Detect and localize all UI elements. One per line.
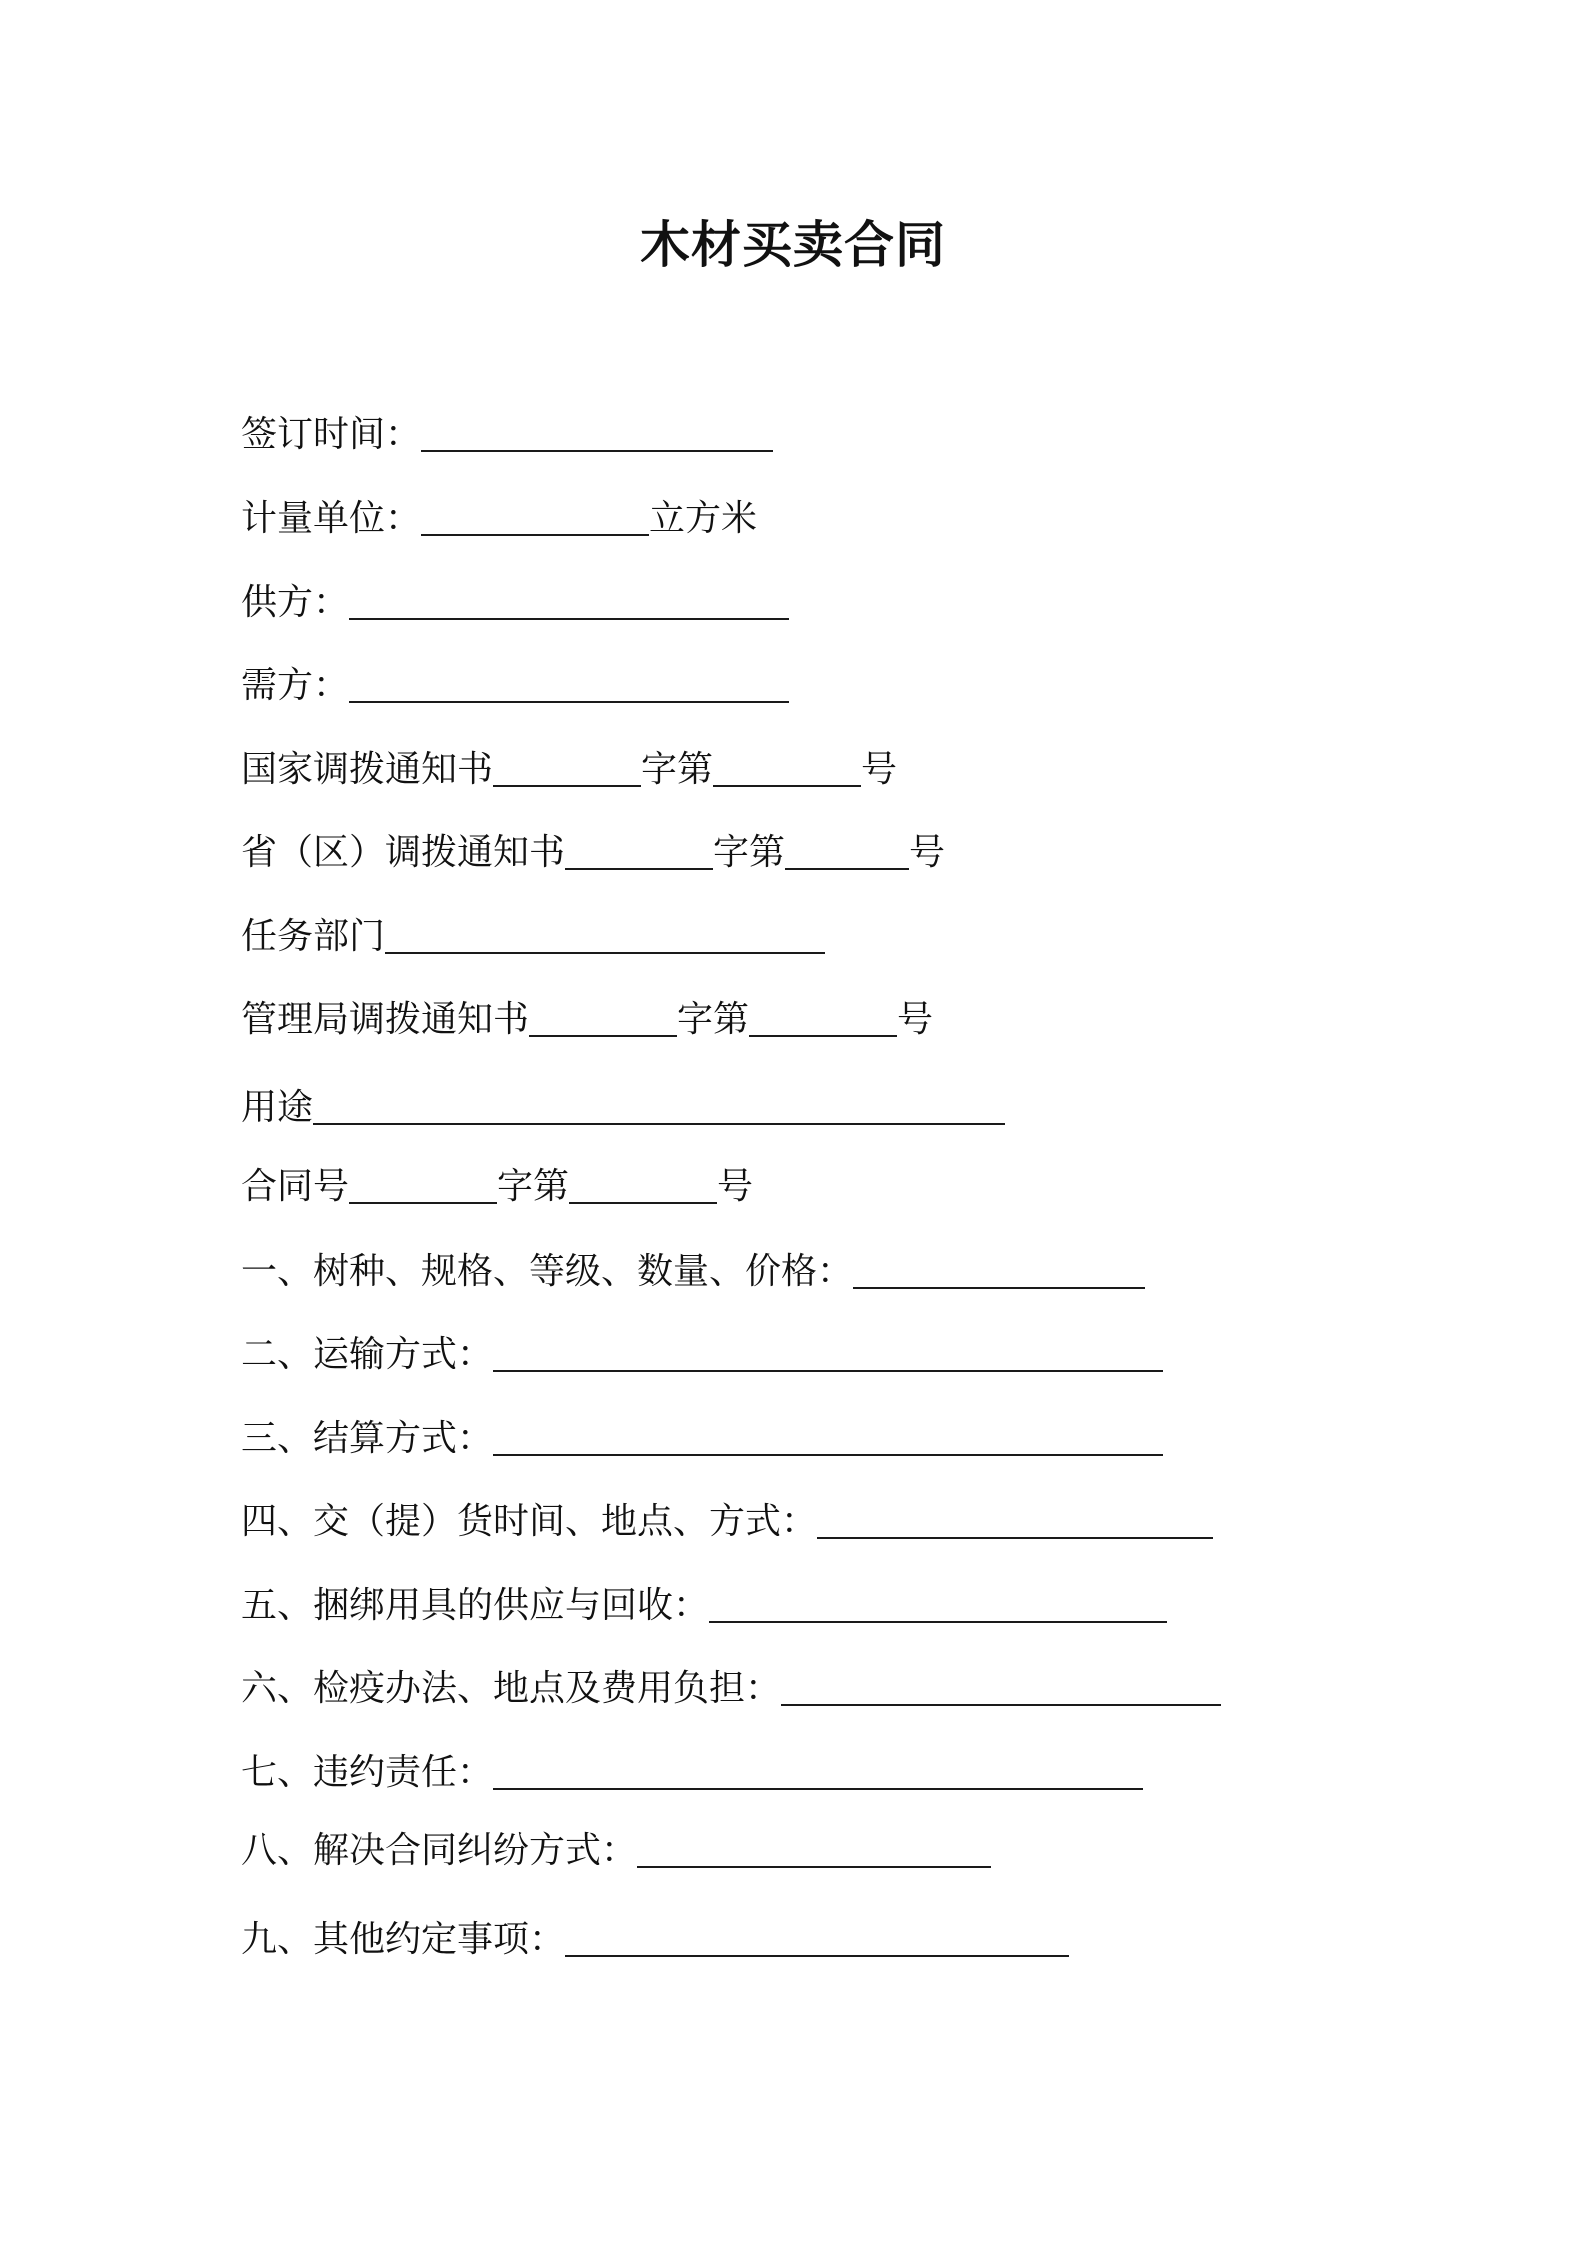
field-demander [241,653,789,709]
field-label: 计量单位： [241,498,422,539]
clause-label: 五、捆绑用具的供应与回收： [241,1585,710,1626]
clause-3 [241,1406,1163,1462]
clause-8 [241,1818,991,1874]
hao-label: 号 [717,1166,754,1207]
clause-label: 九、其他约定事项： [241,1919,566,1960]
fill-blank[interactable] [781,1668,1221,1706]
clause-label: 三、结算方式： [241,1418,494,1459]
fill-blank[interactable] [785,832,909,870]
hao-label: 号 [861,749,898,790]
fill-blank[interactable] [817,1501,1213,1539]
fill-blank[interactable] [565,832,713,870]
fill-blank[interactable] [853,1251,1145,1289]
fill-blank[interactable] [749,999,897,1037]
fill-blank[interactable] [421,414,773,452]
zi-di-label: 字第 [497,1166,570,1207]
clause-label: 八、解决合同纠纷方式： [241,1830,638,1871]
clause-label: 六、检疫办法、地点及费用负担： [241,1668,782,1709]
field-task-dept [241,904,825,960]
field-label: 需方： [241,665,350,706]
fill-blank[interactable] [493,1334,1163,1372]
field-label: 管理局调拨通知书 [241,999,530,1040]
field-label: 供方： [241,582,350,623]
clause-label: 七、违约责任： [241,1752,494,1793]
clause-label: 二、运输方式： [241,1334,494,1375]
fill-blank[interactable] [349,1166,497,1204]
clause-7 [241,1740,1143,1796]
clause-label: 四、交（提）货时间、地点、方式： [241,1501,818,1542]
unit-suffix: 立方米 [649,498,758,539]
field-contract-no [241,1154,753,1210]
field-purpose [241,1075,1005,1131]
zi-di-label: 字第 [677,999,750,1040]
field-supplier [241,570,789,626]
fill-blank[interactable] [349,582,789,620]
field-label: 签订时间： [241,414,422,455]
field-label: 省（区）调拨通知书 [241,832,566,873]
fill-blank[interactable] [385,916,825,954]
clause-6 [241,1656,1221,1712]
fill-blank[interactable] [713,749,861,787]
fill-blank[interactable] [565,1919,1069,1957]
hao-label: 号 [897,999,934,1040]
field-sign-time [241,402,773,458]
clause-5 [241,1573,1167,1629]
fill-blank[interactable] [313,1087,1005,1125]
page-title: 木材买卖合同 [640,216,946,274]
fill-blank[interactable] [529,999,677,1037]
fill-blank[interactable] [349,665,789,703]
field-label: 用途 [241,1087,314,1128]
fill-blank[interactable] [421,498,649,536]
fill-blank[interactable] [709,1585,1167,1623]
clause-4 [241,1489,1213,1545]
fill-blank[interactable] [637,1830,991,1868]
field-unit [241,486,757,542]
field-label: 国家调拨通知书 [241,749,494,790]
field-label: 合同号 [241,1166,350,1207]
clause-1 [241,1239,1145,1295]
zi-di-label: 字第 [641,749,714,790]
clause-2 [241,1322,1163,1378]
zi-di-label: 字第 [713,832,786,873]
field-provincial-notice [241,820,945,876]
clause-9 [241,1907,1069,1963]
fill-blank[interactable] [569,1166,717,1204]
fill-blank[interactable] [493,749,641,787]
clause-label: 一、树种、规格、等级、数量、价格： [241,1251,854,1292]
field-national-notice [241,737,897,793]
field-bureau-notice [241,987,933,1043]
hao-label: 号 [909,832,946,873]
fill-blank[interactable] [493,1752,1143,1790]
fill-blank[interactable] [493,1418,1163,1456]
field-label: 任务部门 [241,916,386,957]
